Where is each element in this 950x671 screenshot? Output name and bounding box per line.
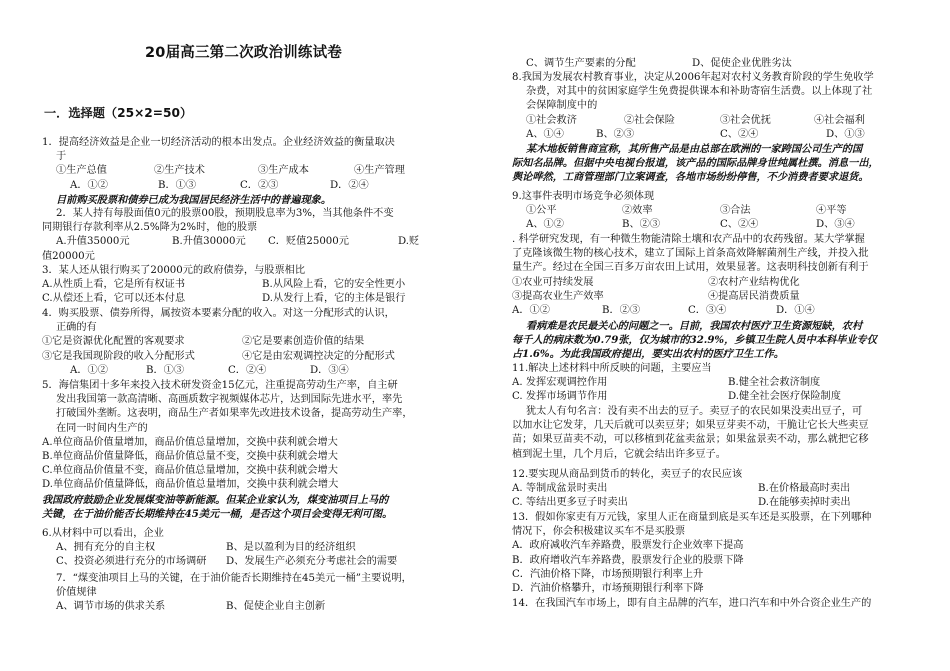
question-13: 13．假如你家吏有万元钱，家里人正在商量到底是买车还是买股票，在下列哪种 情况下，你会积极建议买车不是买股票 A．政府减收汽车养路费，股票发行企业效率下提高 B．政府增收汽车养路费，股票发行企业的股票下降 C．汽油价格下降，市场预期银行利率上升 D．汽油价格攀升，市场预期银行利率下降 <box>512 512 872 594</box>
question-5: 5．海信集团十多年来投入技术研发资金15亿元，注重提高劳动生产率，自主研 发出我国第一款高清晰、高画质数字视频媒体芯片，达到国际先进水平，率先 打破国外垄断。这表明，商品生产者如果率先改进技术设备，提高劳动生产率， 在同一时间内生产的 A.单位商品价值量增加，商品价值总量增加，交换中获利就会增大 B.单位商品价值量降低，商品价值总量不变，交换中获利就会增大 C.单位商品价值量不变，商品价值总量增加，交换中获利就会增大 D.单位商品价值量降低，商品价值总量增加，交换中获利就会增大 <box>42 380 413 491</box>
question-2: 2．某人持有每股面值0元的股票00股，预期股息率为3%，当其他条件不变 同期银行存款利率从2.5%降为2%时，他的股票 A.升值35000元 B.升值30000元 C．贬值25000元 D.贬 值20000元 <box>42 207 462 264</box>
q1-options: A．①② B．①③ C．②③ D．②④ <box>70 179 369 191</box>
material-2: 我国政府鼓励企业发展煤变油等新能源。但某企业家认为，煤变油项目上马的 关键，在于油价能否长期维持在45美元一桶，是否这个项目会变得无利可图。 <box>42 494 393 521</box>
question-10: . 科学研究发现，有一种微生物能清除土壤和农产品中的农药残留。某大学掌握 了克隆该微生物的核心技术，建立了国际上首条高效降解菌剂生产线，并投入批 量生产。经过在全国三百多万亩农田上试用，效果显著。这表明科技创新有利于 ①农业可持续发展 ②农村产业结构优化 ③提高农业生产效率 ④提高居民消费质量 A．①② B．②③ C．③④ D．①④ <box>512 234 869 316</box>
q2-options: A.升值35000元 B.升值30000元 C．贬值25000元 D.贬 <box>56 236 420 248</box>
question-7: 7．“煤变油项目上马的关键，在于油价能否长期维持在45美元一桶”主要说明， 价值规律 A、调节市场的供求关系 B、促使企业自主创新 <box>56 573 412 613</box>
material-4: 看病难是农民最关心的问题之一。目前，我国农村医疗卫生资源短缺，农村 每千人的病床数为0.79张，仅为城市的32.9%，乡镇卫生院人员中本科毕业专仅 占1.6%。为此我国政府提出，要实出农村的医疗卫生工作。 <box>512 320 877 361</box>
section-heading: 一．选择题（25×2=50） <box>44 106 193 120</box>
q1-items: ①生产总值 ②生产技术 ③生产成本 ④生产管理 <box>56 165 405 177</box>
page-title: 20届高三第二次政治训练试卷 <box>145 45 342 61</box>
question-8: 8.我国为发展农村教育事业，决定从2006年起对农村义务教育阶段的学生免收学 杂费，对其中的贫困家庭学生免费提供课本和补助寄宿生活费。以上体现了社 会保障制度中的 ①社会救济 ②社会保险 ③社会优抚 ④社会福利 A、①④ B、②③ C、②④ D、①③ <box>512 72 874 140</box>
passage-beans: 犹太人有句名言：没有卖不出去的豆子。卖豆子的农民如果没卖出豆子，可 以加水让它发芽，几天后就可以卖豆芽；如果豆芽卖不动，干脆让它长大些卖豆 苗；如果豆苗卖不动，可以移植到花盆卖盆景；如果盆景卖不动，那么就把它移 植到泥土里，几个月后，它就会结出许多豆子。 <box>512 406 869 460</box>
question-9: 9.这事件表明市场竞争必须体现 ①公平 ②效率 ③合法 ④平等 A、①② B、②③ C、②④ D、③④ <box>512 191 855 231</box>
question-1: 1．提高经济效益是企业一切经济活动的根本出发点。企业经济效益的衡量取决 于 ①生产总值 ②生产技术 ③生产成本 ④生产管理 A．①② B．①③ C．②③ D．②④ 目前购买股票和债券已成为我国居民经济生活中的普遍现象。 <box>42 136 462 207</box>
question-14: 14．在我国汽车市场上，即有自主品牌的汽车，进口汽车和中外合资企业生产的 <box>512 598 872 609</box>
question-11: 11.解决上述材料中所反映的问题，主要应当 A. 发挥宏观调控作用 B.健全社会救济制度 C. 发挥市场调节作用 D.健全社会医疗保险制度 <box>512 363 841 403</box>
question-6: 6.从材料中可以看出，企业 A、拥有充分的自主权 B、是以盈利为目的经济组织 C、投资必须进行充分的市场调研 D、发展生产必须充分考虑社会的需要 <box>42 528 398 568</box>
question-12: 12.要实现从商品到货币的转化，卖豆子的农民应该 A. 等制成盆景时卖出 B.在价格最高时卖出 C. 等结出更多豆子时卖出 D.在能够卖掉时卖出 <box>512 469 851 509</box>
q4-options: A．①② B．①③ C．②④ D．③④ <box>70 364 349 376</box>
question-3: 3．某人还从银行购买了20000元的政府债券，与股票相比 A.从性质上看，它是所有权证书 B.从风险上看，它的安全性更小 C.从偿还上看，它可以还本付息 D.从发行上看，它的主体是银行 <box>42 265 406 305</box>
material-1: 目前购买股票和债券已成为我国居民经济生活中的普遍现象。 <box>56 193 332 206</box>
material-3: 某木地板销售商宣称，其所售产品是由总部在欧洲的一家跨国公司生产的国 际知名品牌。但据中央电视台报道，该产品的国际品牌身世纯属杜撰。消息一出， 舆论哗然，工商管理部门立案调查，各地市场纷纷停售，不少消费者要求退货。 <box>512 143 879 184</box>
question-4: 4．购买股票、债券所得，属按资本要素分配的收入。对这一分配形式的认识， 正确的有 ①它是资源优化配置的客观要求 ②它是要素创造价值的结果 ③它是我国现阶段的收入分配形式 ④它是由宏观调控决定的分配形式 A．①② B．①③ C．②④ D．③④ <box>42 307 462 378</box>
question-7-continued: C、调节生产要素的分配 D、促使企业优胜劣汰 <box>526 58 792 69</box>
